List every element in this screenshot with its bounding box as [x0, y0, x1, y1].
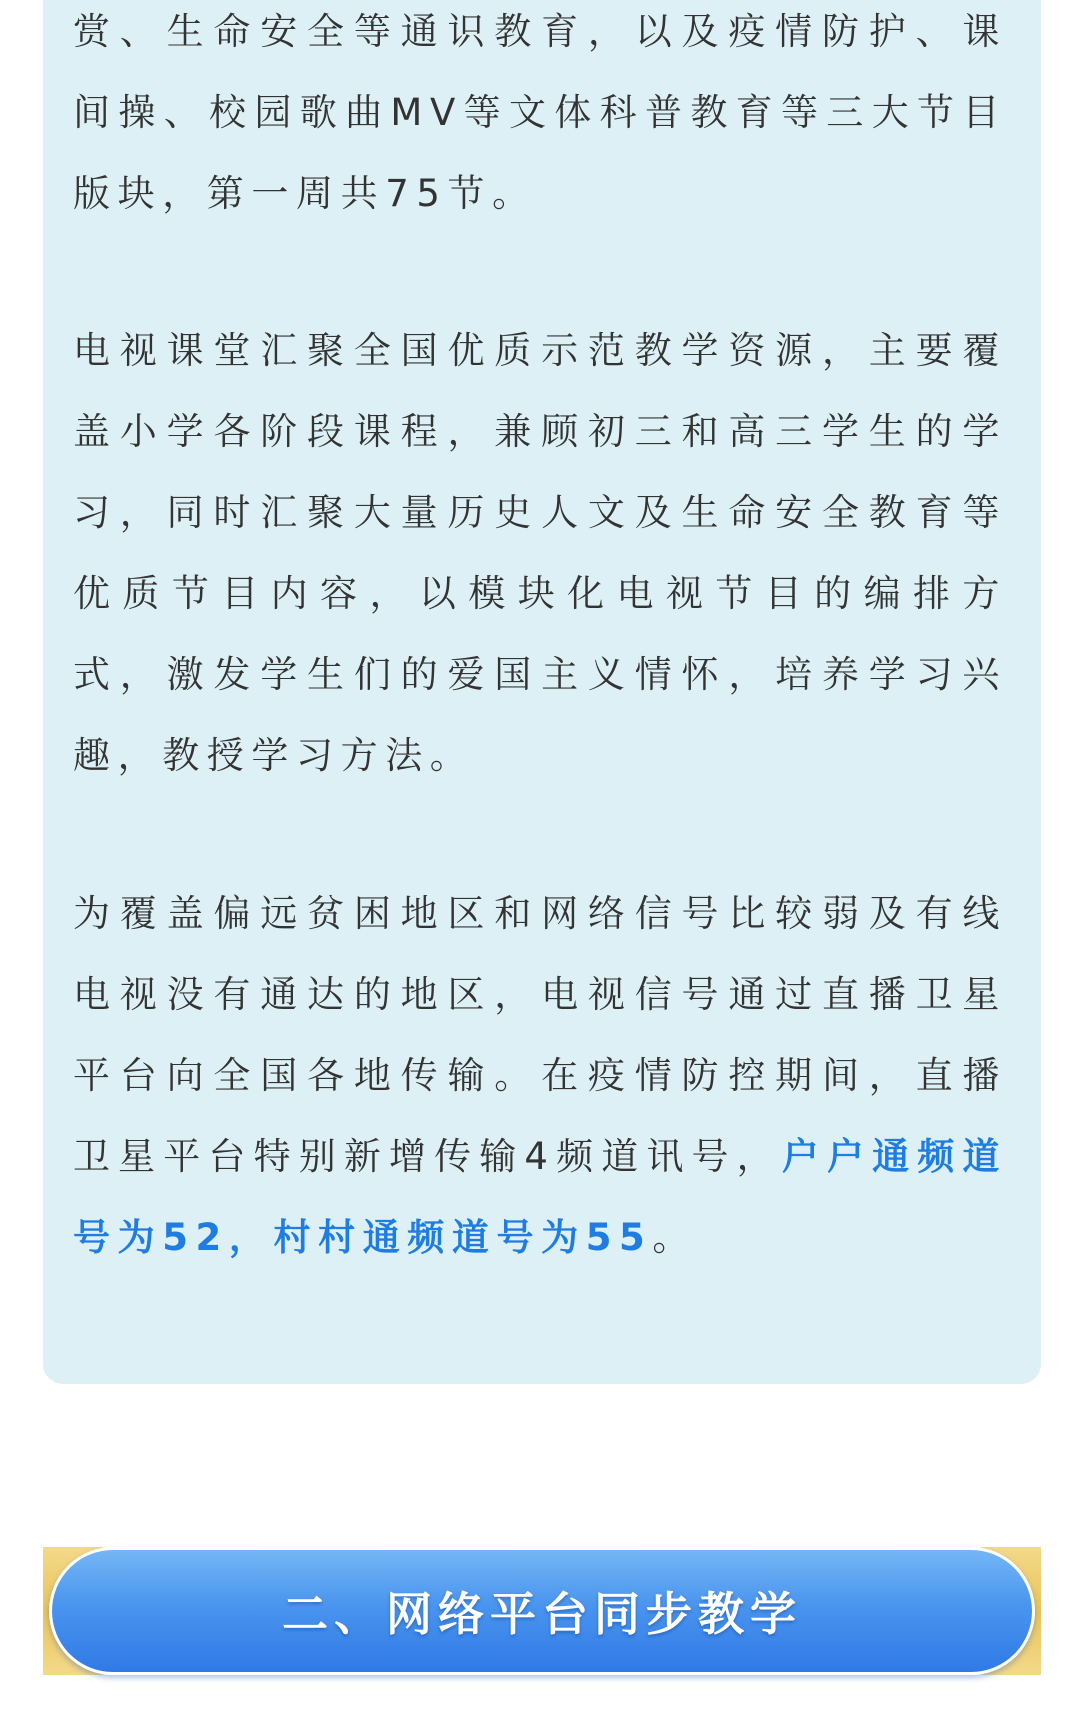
section-banner-pill [49, 1547, 1035, 1675]
paragraph-3-end: 。 [652, 1216, 697, 1259]
section-banner [43, 1547, 1041, 1675]
section-title: 二、网络平台同步教学 [282, 1587, 802, 1641]
channel-number-highlight: 户户通频道号为52，村村通频道号为55 [73, 1135, 1007, 1259]
article-paragraph-3 [73, 873, 1007, 1278]
article-paragraph-1: 赏、生命安全等通识教育，以及疫情防护、课间操、校园歌曲MV等文体科普教育等三大节目版块，第一周共75节。 [73, 10, 1007, 215]
article-paragraph-2: 电视课堂汇聚全国优质示范教学资源，主要覆盖小学各阶段课程，兼顾初三和高三学生的学习，同时汇聚大量历史人文及生命安全教育等优质节目内容，以模块化电视节目的编排方式，激发学生们的爱国主义情怀，培养学习兴趣，教授学习方法。 [73, 329, 1007, 777]
paragraph-3-text: 为覆盖偏远贫困地区和网络信号比较弱及有线电视没有通达的地区，电视信号通过直播卫星平台向全国各地传输。在疫情防控期间，直播卫星平台特别新增传输4频道讯号， [73, 892, 1007, 1178]
